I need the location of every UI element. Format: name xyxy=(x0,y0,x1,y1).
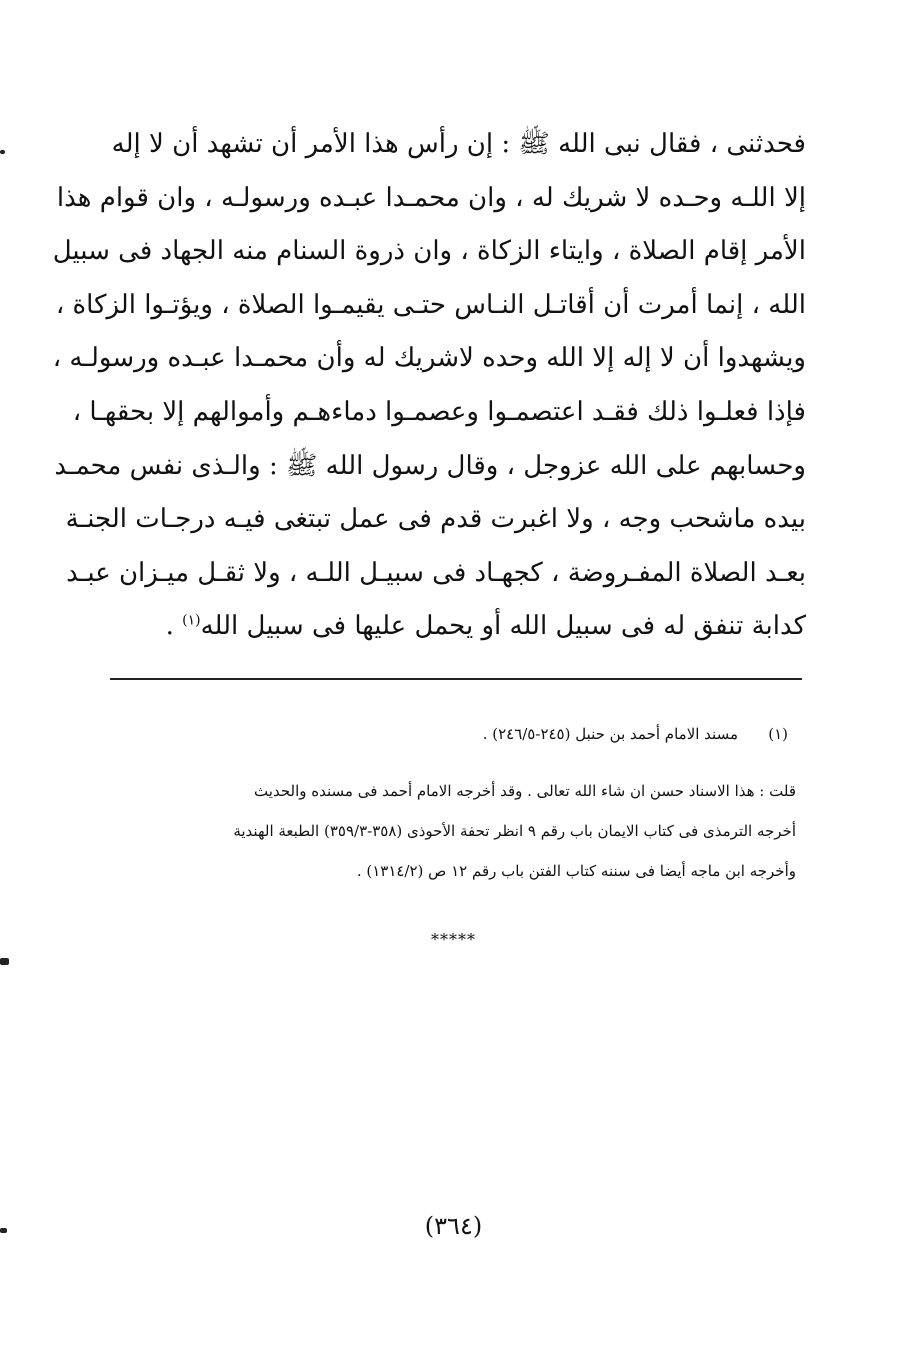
text-line-6: فإذا فعلـوا ذلك فقـد اعتصمـوا وعصمـوا دماءهـم وأموالهم إلا بحقهـا ، xyxy=(72,396,806,427)
text-line-7: وحسابهم على الله عزوجل ، وقال رسول الله ﷺ : والـذى نفس محمـد xyxy=(54,450,806,481)
text-line-8: بيده ماشحب وجه ، ولا اغبرت قدم فى عمل تبتغى فيـه درجـات الجنـة xyxy=(65,504,806,535)
text-line-1: فحدثنى ، فقال نبى الله ﷺ : إن رأس هذا الأمر أن تشهد أن لا إله xyxy=(111,129,806,159)
text-line-5: ويشهدوا أن لا إله إلا الله وحده لاشريك له وأن محمـدا عبـده ورسولـه ، xyxy=(52,343,806,374)
main-text-body xyxy=(52,118,806,654)
footnote-reference-mark: (١) xyxy=(182,612,201,629)
footnote-number: (١) xyxy=(768,725,788,743)
text-line-10 xyxy=(106,600,806,654)
text-line-9: بعـد الصلاة المفـروضة ، كجهـاد فى سبيـل اللـه ، ولا ثقـل ميـزان عبـد xyxy=(66,557,806,588)
scan-margin-mark xyxy=(0,1228,7,1233)
text-line-2: إلا اللـه وحـده لا شريك له ، وان محمـدا عبـده ورسولـه ، وان قوام هذا xyxy=(56,182,806,213)
section-separator-stars: ***** xyxy=(431,930,476,949)
text-line-10-body: كدابة تنفق له فى سبيل الله أو يحمل عليها فى سبيل الله xyxy=(200,611,806,642)
footnote-note-line-1: قلت : هذا الاسناد حسن ان شاء الله تعالى . وقد أخرجه الامام أحمد فى مسنده والحديث xyxy=(254,782,796,800)
text-line-3: الأمر إقام الصلاة ، وايتاء الزكاة ، وان ذروة السنام منه الجهاد فى سبيل xyxy=(52,236,806,267)
scan-margin-mark xyxy=(0,958,9,965)
footnote-note-line-2: أخرجه الترمذى فى كتاب الايمان باب رقم ٩ انظر تحفة الأحوذى (٣٥٨-٣٥٩/٣) الطبعة الهندية xyxy=(233,822,796,840)
page-number: (٣٦٤) xyxy=(424,1212,483,1240)
text-line-4: الله ، إنما أمرت أن أقاتـل النـاس حتـى يقيمـوا الصلاة ، ويؤتـوا الزكاة ، xyxy=(55,289,806,320)
footnote-note-line-3: وأخرجه ابن ماجه أيضا فى سننه كتاب الفتن باب رقم ١٢ ص (١٣١٤/٢) . xyxy=(356,862,796,880)
footnotes-section xyxy=(106,714,796,891)
closing-period: . xyxy=(165,611,183,642)
footnote-separator-line xyxy=(110,678,802,680)
footnote-source: مسند الامام أحمد بن حنبل (٢٤٥-٢٤٦/٥) . xyxy=(482,725,738,743)
footnote-1 xyxy=(106,714,796,754)
scan-margin-mark xyxy=(0,150,5,154)
